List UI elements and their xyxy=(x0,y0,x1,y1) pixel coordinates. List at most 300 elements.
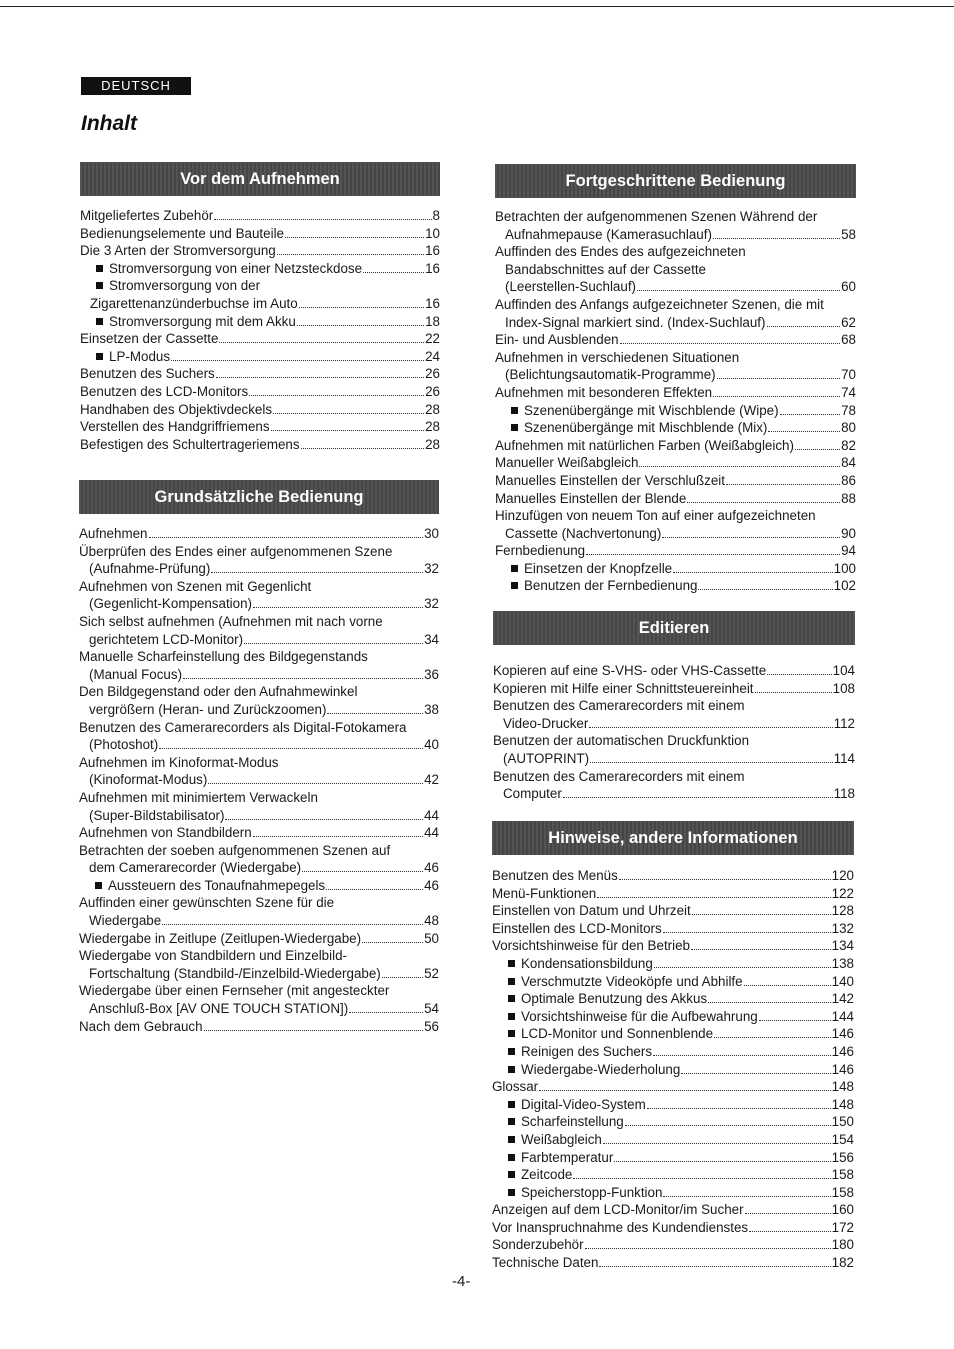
dot-leader xyxy=(599,1266,830,1267)
toc-entry xyxy=(79,683,439,701)
toc-entry xyxy=(493,785,855,803)
toc-entry xyxy=(79,560,439,578)
toc-entry-text: Auffinden des Anfangs aufgezeichneter Szenen, die mit xyxy=(495,296,824,312)
section-heading: Editieren xyxy=(493,611,855,645)
toc-entry xyxy=(79,754,439,772)
toc-entry-text: (AUTOPRINT) xyxy=(503,750,590,766)
toc-entry-page: 60 xyxy=(841,279,856,295)
toc-entry-text: Farbtemperatur xyxy=(521,1149,614,1165)
toc-entry xyxy=(493,662,855,680)
toc-entry-text: Aufnehmen mit besonderen Effekten xyxy=(495,384,713,400)
square-bullet-icon xyxy=(511,424,518,431)
dot-leader xyxy=(597,897,830,898)
toc-entry-page: 108 xyxy=(832,680,855,696)
toc-entry xyxy=(80,330,440,348)
toc-entry xyxy=(79,701,439,719)
toc-entry-text: Mitgeliefertes Zubehör xyxy=(80,208,214,223)
dot-leader xyxy=(183,678,423,679)
toc-entry xyxy=(492,1043,854,1061)
toc-entry xyxy=(495,542,856,560)
dot-leader xyxy=(713,396,840,397)
toc-entry xyxy=(79,894,439,912)
toc-entry-page: 28 xyxy=(425,401,440,417)
language-badge: DEUTSCH xyxy=(81,77,191,95)
toc-entry-page: 18 xyxy=(425,313,440,329)
toc-entry xyxy=(79,930,439,948)
toc-entry-text: Aufnehmen von Szenen mit Gegenlicht xyxy=(79,578,312,594)
toc-entry-page: 88 xyxy=(841,490,856,506)
toc-entry-text: Einstellen des LCD-Monitors xyxy=(492,920,662,936)
toc-entry-text: Szenenübergänge mit Wischblende (Wipe) xyxy=(524,402,779,418)
toc-entry xyxy=(79,543,439,561)
toc-entry-page: 142 xyxy=(831,991,854,1007)
toc-entry-text: LP-Modus xyxy=(109,348,171,364)
toc-entry xyxy=(492,1131,854,1149)
dot-leader xyxy=(326,889,423,890)
toc-entry-text: Stromversorgung mit dem Akku xyxy=(109,313,296,329)
toc-entry-page: 26 xyxy=(425,383,440,399)
toc-entry xyxy=(80,401,440,419)
toc-entry-page: 122 xyxy=(831,885,854,901)
toc-entry-text: Wiedergabe von Standbildern und Einzelbild- xyxy=(79,948,347,964)
toc-entry-text: Zigarettenanzünderbuchse im Auto xyxy=(90,295,298,311)
section-grundsaetzliche-bedienung xyxy=(79,480,439,1034)
section-heading: Fortgeschrittene Bedienung xyxy=(495,164,856,198)
toc-entry-text: Video-Drucker xyxy=(503,715,589,731)
toc-entry-text: Aussteuern des Tonaufnahmepegels xyxy=(108,877,326,893)
toc-entry-text: (Belichtungsautomatik-Programme) xyxy=(505,367,716,383)
toc-entry-text: Wiedergabe über einen Fernseher (mit angesteckter xyxy=(79,983,390,999)
toc-entry-page: 16 xyxy=(425,260,440,276)
square-bullet-icon xyxy=(96,265,103,272)
toc-entry-text: Kopieren mit Hilfe einer Schnittsteuereinheit xyxy=(493,680,754,696)
toc-entry-text: Digital-Video-System xyxy=(521,1096,646,1112)
toc-entry-text: Manueller Weißabgleich xyxy=(495,455,639,471)
toc-entry xyxy=(495,402,856,420)
dot-leader xyxy=(653,1055,831,1056)
toc-entry xyxy=(80,260,440,278)
toc-entry xyxy=(79,789,439,807)
toc-entry xyxy=(79,912,439,930)
toc-entry-text: Kopieren auf eine S-VHS- oder VHS-Cassette xyxy=(493,663,767,678)
toc-entry xyxy=(495,454,856,472)
toc-entry xyxy=(495,331,856,349)
toc-entry xyxy=(80,207,440,225)
square-bullet-icon xyxy=(508,978,515,985)
dot-leader xyxy=(755,692,832,693)
toc-entry-page: 180 xyxy=(831,1237,854,1253)
toc-entry xyxy=(79,666,439,684)
dot-leader xyxy=(253,836,423,837)
dot-leader xyxy=(673,572,833,573)
toc-entry-text: Vor Inanspruchnahme des Kundendienstes xyxy=(492,1219,749,1235)
square-bullet-icon xyxy=(508,1101,515,1108)
square-bullet-icon xyxy=(508,995,515,1002)
toc-entry-page: 82 xyxy=(841,437,856,453)
dot-leader xyxy=(744,985,831,986)
toc-entry-text: Benutzen des Menüs xyxy=(492,868,618,883)
toc-entry-page: 46 xyxy=(424,877,439,893)
toc-list xyxy=(80,207,440,453)
toc-entry xyxy=(80,418,440,436)
toc-entry-page: 52 xyxy=(424,965,439,981)
toc-entry xyxy=(493,697,855,715)
dot-leader xyxy=(759,1020,831,1021)
toc-entry-text: Index-Signal markiert sind. (Index-Suchlauf) xyxy=(505,314,766,330)
toc-entry-page: 94 xyxy=(841,543,856,559)
toc-entry-page: 132 xyxy=(831,920,854,936)
toc-entry xyxy=(495,296,856,314)
dot-leader xyxy=(297,325,424,326)
toc-entry-page: 32 xyxy=(424,596,439,612)
toc-entry-text: Einsetzen der Knopfzelle xyxy=(524,560,673,576)
toc-entry-page: 74 xyxy=(841,384,856,400)
dot-leader xyxy=(589,727,832,728)
toc-entry-text: Manuelles Einstellen der Verschlußzeit xyxy=(495,472,725,488)
dot-leader xyxy=(663,932,831,933)
toc-entry xyxy=(80,277,440,295)
toc-entry-text: Anschluß-Box [AV ONE TOUCH STATION]) xyxy=(89,1001,349,1017)
toc-entry-page: 146 xyxy=(831,1043,854,1059)
toc-entry xyxy=(79,859,439,877)
toc-entry xyxy=(495,419,856,437)
toc-entry xyxy=(495,472,856,490)
toc-entry xyxy=(79,1000,439,1018)
toc-entry xyxy=(492,1061,854,1079)
section-heading: Vor dem Aufnehmen xyxy=(80,162,440,196)
square-bullet-icon xyxy=(508,1118,515,1125)
square-bullet-icon xyxy=(508,1030,515,1037)
toc-entry-page: 16 xyxy=(425,243,440,259)
dot-leader xyxy=(285,237,424,238)
toc-entry xyxy=(492,885,854,903)
toc-entry xyxy=(492,1184,854,1202)
toc-entry-text: Vorsichtshinweise für die Aufbewahrung xyxy=(521,1008,758,1024)
dot-leader xyxy=(698,589,832,590)
dot-leader xyxy=(271,430,425,431)
dot-leader xyxy=(692,914,831,915)
dot-leader xyxy=(714,1037,831,1038)
dot-leader xyxy=(149,537,424,538)
toc-entry-text: Verstellen des Handgriffriemens xyxy=(80,419,270,435)
toc-entry-text: Benutzen der Fernbedienung xyxy=(524,578,698,594)
toc-entry-text: Benutzen des Camerarecorders mit einem xyxy=(493,698,745,714)
toc-entry-text: Bandabschnittes auf der Cassette xyxy=(505,261,706,277)
dot-leader xyxy=(214,219,431,220)
toc-entry xyxy=(495,525,856,543)
dot-leader xyxy=(663,1196,830,1197)
toc-entry-page: 80 xyxy=(841,420,856,436)
square-bullet-icon xyxy=(96,282,103,289)
dot-leader xyxy=(563,797,833,798)
toc-entry-text: Aufnahmepause (Kamerasuchlauf) xyxy=(505,226,712,242)
toc-entry xyxy=(79,842,439,860)
toc-entry xyxy=(492,1166,854,1184)
toc-entry-text: vergrößern (Heran- und Zurückzoomen) xyxy=(89,701,327,717)
toc-entry-page: 30 xyxy=(424,526,439,541)
toc-entry-text: Die 3 Arten der Stromversorgung xyxy=(80,243,276,259)
toc-entry-page: 148 xyxy=(831,1096,854,1112)
toc-entry-text: Benutzen der automatischen Druckfunktion xyxy=(493,733,750,749)
toc-entry xyxy=(492,867,854,885)
dot-leader xyxy=(590,762,833,763)
toc-entry-text: Bedienungselemente und Bauteile xyxy=(80,225,284,241)
toc-entry xyxy=(79,824,439,842)
toc-entry-text: Stromversorgung von einer Netzsteckdose xyxy=(109,260,363,276)
toc-entry xyxy=(79,736,439,754)
toc-entry-page: 78 xyxy=(841,402,856,418)
toc-entry xyxy=(495,437,856,455)
toc-entry xyxy=(79,877,439,895)
toc-entry xyxy=(495,243,856,261)
toc-entry-text: Weißabgleich xyxy=(521,1131,602,1147)
toc-entry-page: 86 xyxy=(841,472,856,488)
toc-entry xyxy=(493,680,855,698)
toc-entry-text: Anzeigen auf dem LCD-Monitor/im Sucher xyxy=(492,1202,744,1218)
dot-leader xyxy=(639,466,840,467)
page-title: Inhalt xyxy=(81,112,137,135)
toc-entry-text: Sonderzubehör xyxy=(492,1237,584,1253)
dot-leader xyxy=(647,1108,831,1109)
toc-entry-page: 58 xyxy=(841,226,856,242)
toc-entry-page: 158 xyxy=(831,1167,854,1183)
toc-entry-text: Ein- und Ausblenden xyxy=(495,332,619,348)
toc-entry-page: 16 xyxy=(425,295,440,311)
toc-entry-text: Manuelle Scharfeinstellung des Bildgegenstands xyxy=(79,649,368,665)
toc-entry-text: Aufnehmen in verschiedenen Situationen xyxy=(495,349,740,365)
dot-leader xyxy=(249,395,424,396)
toc-entry-text: Szenenübergänge mit Mischblende (Mix) xyxy=(524,420,768,436)
toc-entry-page: 146 xyxy=(831,1026,854,1042)
toc-entry xyxy=(80,383,440,401)
toc-entry-text: Vorsichtshinweise für den Betrieb xyxy=(492,938,690,954)
toc-entry-page: 84 xyxy=(841,455,856,471)
dot-leader xyxy=(159,748,423,749)
toc-entry-text: Menü-Funktionen xyxy=(492,885,597,901)
dot-leader xyxy=(211,572,423,573)
toc-entry xyxy=(492,1201,854,1219)
dot-leader xyxy=(302,871,423,872)
dot-leader xyxy=(662,537,840,538)
toc-entry-text: (Leerstellen-Suchlauf) xyxy=(505,279,636,295)
toc-entry-text: Fernbedienung xyxy=(495,543,586,559)
square-bullet-icon xyxy=(96,318,103,325)
dot-leader xyxy=(620,343,841,344)
toc-entry xyxy=(79,771,439,789)
dot-leader xyxy=(299,307,424,308)
dot-leader xyxy=(614,1161,830,1162)
toc-entry-page: 32 xyxy=(424,561,439,577)
toc-entry xyxy=(495,490,856,508)
toc-entry xyxy=(79,525,439,543)
toc-entry-page: 34 xyxy=(424,631,439,647)
toc-entry-page: 182 xyxy=(831,1255,854,1271)
toc-list xyxy=(79,525,439,1035)
dot-leader xyxy=(539,1090,831,1091)
toc-entry-page: 102 xyxy=(833,578,856,594)
toc-entry-page: 28 xyxy=(425,419,440,435)
toc-entry-text: Speicherstopp-Funktion xyxy=(521,1184,663,1200)
toc-entry xyxy=(492,955,854,973)
toc-entry-page: 22 xyxy=(425,331,440,347)
toc-entry-page: 172 xyxy=(831,1219,854,1235)
toc-entry-page: 38 xyxy=(424,701,439,717)
toc-entry xyxy=(79,595,439,613)
toc-entry-page: 54 xyxy=(424,1001,439,1017)
dot-leader xyxy=(708,1002,831,1003)
dot-leader xyxy=(687,502,840,503)
toc-entry-text: gerichtetem LCD-Monitor) xyxy=(89,631,244,647)
toc-entry-text: Sich selbst aufnehmen (Aufnehmen mit nach vorne xyxy=(79,613,383,629)
toc-entry xyxy=(79,947,439,965)
dot-leader xyxy=(363,272,424,273)
toc-entry-text: Benutzen des Camerarecorders mit einem xyxy=(493,768,745,784)
dot-leader xyxy=(162,924,423,925)
dot-leader xyxy=(654,967,831,968)
toc-entry-page: 114 xyxy=(833,750,855,766)
square-bullet-icon xyxy=(508,1048,515,1055)
dot-leader xyxy=(619,879,831,880)
dot-leader xyxy=(244,643,423,644)
toc-entry-text: Handhaben des Objektivdeckels xyxy=(80,401,273,417)
toc-entry-page: 148 xyxy=(831,1079,854,1095)
page-number: -4- xyxy=(452,1273,471,1290)
toc-entry-text: Einsetzen der Cassette xyxy=(80,331,219,347)
dot-leader xyxy=(726,484,840,485)
toc-entry xyxy=(492,990,854,1008)
toc-entry-page: 28 xyxy=(425,436,440,452)
square-bullet-icon xyxy=(508,1136,515,1143)
section-heading: Grundsätzliche Bedienung xyxy=(79,480,439,514)
toc-entry-page: 112 xyxy=(833,715,855,731)
square-bullet-icon xyxy=(508,1154,515,1161)
dot-leader xyxy=(691,949,831,950)
toc-entry-text: Betrachten der aufgenommenen Szenen Während der xyxy=(495,209,818,224)
toc-entry xyxy=(80,242,440,260)
toc-entry-text: dem Camerarecorder (Wiedergabe) xyxy=(89,860,302,876)
toc-entry-page: 160 xyxy=(831,1202,854,1218)
toc-entry-text: Stromversorgung von der xyxy=(109,278,261,294)
section-heading: Hinweise, andere Informationen xyxy=(492,821,854,855)
toc-entry-text: Benutzen des LCD-Monitors xyxy=(80,383,249,399)
toc-entry-text: Aufnehmen mit natürlichen Farben (Weißabgleich) xyxy=(495,437,794,453)
toc-entry-text: Den Bildgegenstand oder den Aufnahmewinkel xyxy=(79,684,358,700)
dot-leader xyxy=(749,1231,831,1232)
toc-entry-page: 44 xyxy=(424,825,439,841)
toc-entry-page: 44 xyxy=(424,807,439,823)
dot-leader xyxy=(216,377,424,378)
toc-entry-text: Benutzen des Camerarecorders als Digital-Fotokamera xyxy=(79,719,407,735)
square-bullet-icon xyxy=(508,1189,515,1196)
dot-leader xyxy=(780,414,841,415)
toc-entry xyxy=(495,384,856,402)
toc-entry-text: Glossar xyxy=(492,1079,539,1095)
toc-entry xyxy=(79,578,439,596)
toc-entry xyxy=(492,1025,854,1043)
toc-entry-text: Zeitcode xyxy=(521,1167,573,1183)
dot-leader xyxy=(273,413,424,414)
dot-leader xyxy=(717,378,840,379)
dot-leader xyxy=(573,1178,830,1179)
toc-entry-page: 68 xyxy=(841,332,856,348)
toc-entry-page: 48 xyxy=(424,913,439,929)
toc-entry-text: Verschmutzte Videoköpfe und Abhilfe xyxy=(521,973,743,989)
toc-entry xyxy=(79,807,439,825)
toc-entry-text: Auffinden einer gewünschten Szene für die xyxy=(79,895,335,911)
toc-entry-page: 50 xyxy=(424,930,439,946)
toc-entry-text: Scharfeinstellung xyxy=(521,1114,624,1130)
toc-entry-page: 56 xyxy=(424,1018,439,1034)
toc-entry xyxy=(492,1149,854,1167)
dot-leader xyxy=(768,431,840,432)
toc-entry-page: 36 xyxy=(424,666,439,682)
dot-leader xyxy=(208,783,423,784)
dot-leader xyxy=(301,448,425,449)
toc-entry xyxy=(495,507,856,525)
toc-entry-text: Auffinden des Endes des aufgezeichneten xyxy=(495,244,746,260)
toc-entry xyxy=(492,902,854,920)
dot-leader xyxy=(362,942,423,943)
square-bullet-icon xyxy=(511,407,518,414)
toc-entry-text: Fortschaltung (Standbild-/Einzelbild-Wiedergabe) xyxy=(89,965,381,981)
toc-entry xyxy=(495,226,856,244)
toc-entry-text: Kondensationsbildung xyxy=(521,955,653,971)
toc-entry-text: Aufnehmen mit minimiertem Verwackeln xyxy=(79,789,318,805)
toc-entry xyxy=(492,920,854,938)
toc-entry xyxy=(493,768,855,786)
square-bullet-icon xyxy=(508,1066,515,1073)
toc-entry-text: Computer xyxy=(503,786,562,802)
toc-entry xyxy=(80,436,440,454)
toc-entry-page: 154 xyxy=(831,1131,854,1147)
toc-entry-text: (Photoshot) xyxy=(89,737,159,753)
toc-entry-page: 158 xyxy=(831,1184,854,1200)
toc-entry-text: Manuelles Einstellen der Blende xyxy=(495,490,687,506)
toc-entry xyxy=(80,365,440,383)
dot-leader xyxy=(253,607,423,608)
dot-leader xyxy=(637,290,840,291)
dot-leader xyxy=(225,819,423,820)
toc-entry xyxy=(492,1254,854,1272)
toc-entry-text: Wiedergabe xyxy=(89,913,162,929)
toc-entry xyxy=(495,314,856,332)
toc-entry xyxy=(80,225,440,243)
dot-leader xyxy=(327,713,423,714)
toc-entry-text: (Super-Bildstabilisator) xyxy=(89,807,225,823)
toc-entry-text: Aufnehmen im Kinoformat-Modus xyxy=(79,754,279,770)
toc-entry-text: (Kinoformat-Modus) xyxy=(89,772,208,788)
toc-entry xyxy=(80,295,440,313)
square-bullet-icon xyxy=(508,960,515,967)
section-vor-dem-aufnehmen xyxy=(80,162,440,452)
toc-entry xyxy=(79,648,439,666)
toc-entry-text: Einstellen von Datum und Uhrzeit xyxy=(492,903,691,919)
toc-entry xyxy=(493,750,855,768)
toc-entry xyxy=(495,577,856,595)
toc-entry xyxy=(495,278,856,296)
toc-entry-text: LCD-Monitor und Sonnenblende xyxy=(521,1026,714,1042)
dot-leader xyxy=(204,1030,424,1031)
toc-entry-text: Benutzen des Suchers xyxy=(80,366,215,382)
toc-entry xyxy=(80,348,440,366)
dot-leader xyxy=(767,326,841,327)
toc-entry-text: Überprüfen des Endes einer aufgenommenen Szene xyxy=(79,543,393,559)
toc-list xyxy=(493,662,855,803)
dot-leader xyxy=(713,238,840,239)
toc-entry-page: 10 xyxy=(425,225,440,241)
toc-entry-page: 46 xyxy=(424,860,439,876)
toc-entry-text: (Aufnahme-Prüfung) xyxy=(89,561,211,577)
